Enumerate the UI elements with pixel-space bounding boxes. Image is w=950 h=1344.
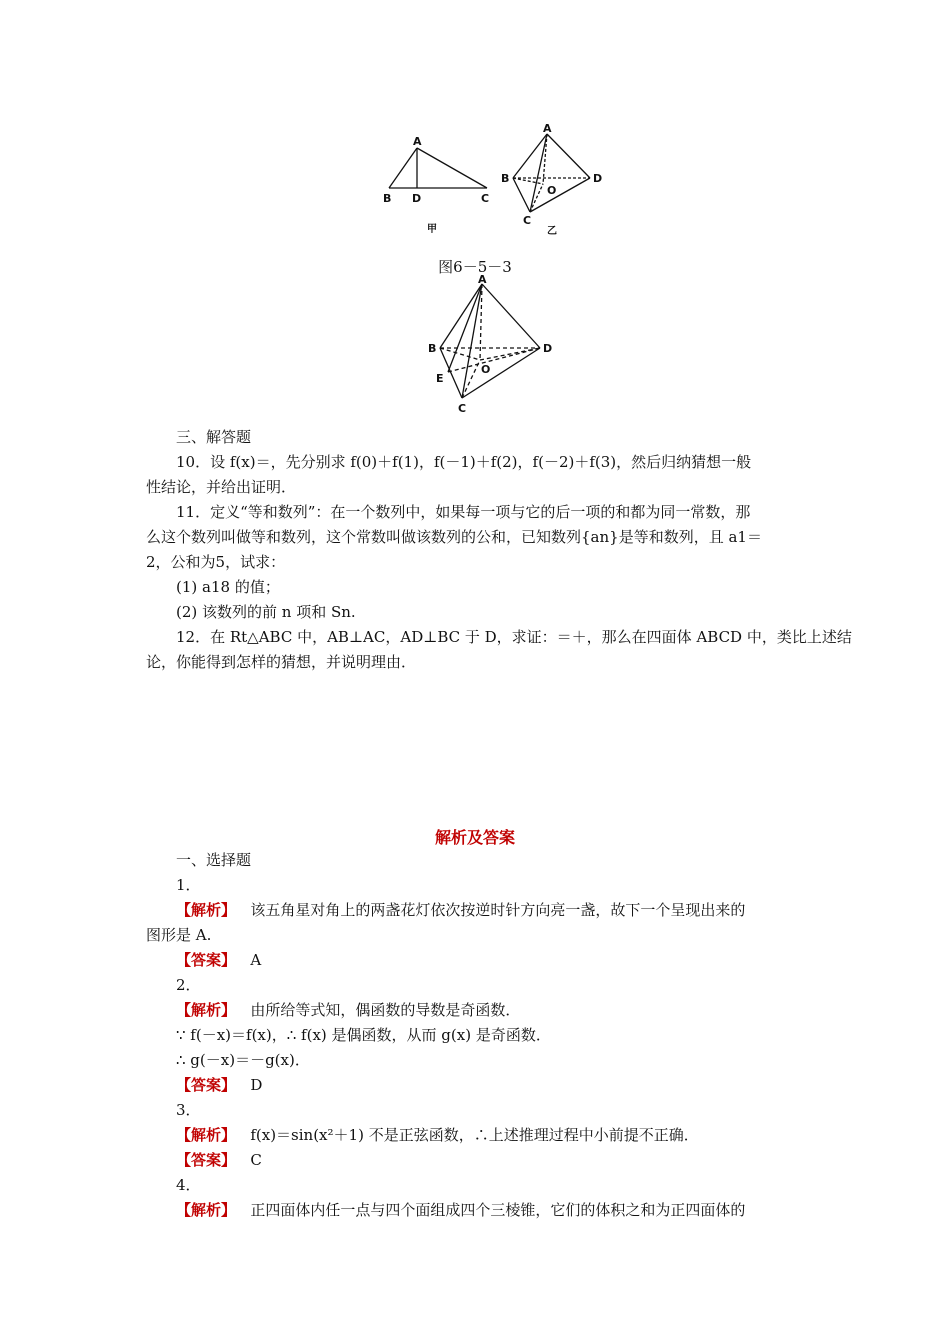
answers-heading: 一、选择题 [176, 851, 252, 869]
q11-part2: (2) 该数列的前 n 项和 Sn. [176, 603, 356, 621]
svg-text:D: D [593, 172, 603, 185]
answer-4-analysis: 【解析】 正四面体内任一点与四个面组成四个三棱锥，它们的体积之和为正四面体的 [176, 1201, 746, 1219]
point-b-label: B [383, 192, 392, 205]
q12-line2: 论，你能得到怎样的猜想，并说明理由． [146, 653, 417, 671]
point-a-label: A [413, 135, 422, 148]
svg-text:A: A [478, 273, 487, 286]
answer-4-number: 4． [176, 1176, 201, 1194]
answer-2-line3: ∴ g(－x)＝－g(x)． [176, 1051, 310, 1069]
figure-caption: 图6－5－3 [438, 258, 512, 276]
segment-ac [417, 148, 487, 188]
answers-title: 解析及答案 [434, 828, 515, 847]
answer-2-line2: ∵ f(－x)＝f(x)，∴ f(x) 是偶函数，从而 g(x) 是奇函数． [176, 1026, 551, 1044]
figure-jia [375, 128, 505, 238]
svg-text:E: E [436, 372, 444, 385]
answer-tag: 【答案】 [176, 951, 237, 969]
svg-text:C: C [458, 402, 467, 415]
answer-1-analysis: 【解析】 该五角星对角上的两盏花灯依次按逆时针方向亮一盏，故下一个呈现出来的 [176, 901, 746, 919]
q10-line2: 性结论，并给出证明． [146, 478, 297, 496]
svg-text:B: B [428, 342, 437, 355]
svg-text:B: B [501, 172, 510, 185]
figure-tetrahedron [420, 272, 570, 417]
figure-jia-label: 甲 [427, 224, 437, 235]
figure-yi-label: 乙 [547, 226, 557, 237]
answer-1-number: 1． [176, 876, 201, 894]
answer-3-analysis: 【解析】 f(x)＝sin(x²＋1) 不是正弦函数，∴上述推理过程中小前提不正确． [176, 1126, 699, 1144]
answer-2-analysis: 【解析】 由所给等式知，偶函数的导数是奇函数． [176, 1001, 521, 1019]
q12-line1: 12．在 Rt△ABC 中，AB⊥AC，AD⊥BC 于 D，求证：＝＋，那么在四面体 ABCD 中，类比上述结 [176, 628, 852, 646]
answer-1-result: 【答案】 A [176, 951, 262, 969]
answer-3-number: 3． [176, 1101, 201, 1119]
q11-line3: 2，公和为5，试求： [146, 553, 286, 571]
svg-text:D: D [543, 342, 553, 355]
answer-1-analysis-cont: 图形是 A. [146, 926, 212, 944]
analysis-tag: 【解析】 [176, 901, 237, 919]
section-heading: 三、解答题 [176, 428, 252, 446]
segment-ab [389, 148, 417, 188]
q11-line2: 么这个数列叫做等和数列，这个常数叫做该数列的公和，已知数列{an}是等和数列，且 a1＝ [146, 528, 762, 546]
q10-line1: 10．设 f(x)＝，先分别求 f(0)＋f(1)，f(－1)＋f(2)，f(－2)＋f(3)，然后归纳猜想一般 [176, 453, 752, 471]
answer-2-number: 2． [176, 976, 201, 994]
point-d-label: D [412, 192, 422, 205]
svg-text:O: O [547, 184, 557, 197]
svg-text:C: C [523, 214, 532, 227]
svg-text:A: A [543, 122, 552, 135]
q11-part1: (1) a18 的值； [176, 578, 280, 596]
answer-2-result: 【答案】 D [176, 1076, 263, 1094]
answer-3-result: 【答案】 C [176, 1151, 262, 1169]
q11-line1: 11．定义“等和数列”：在一个数列中，如果每一项与它的后一项的和都为同一常数，那 [176, 503, 751, 521]
point-c-label: C [481, 192, 490, 205]
svg-text:O: O [481, 363, 491, 376]
figure-yi [495, 122, 615, 238]
